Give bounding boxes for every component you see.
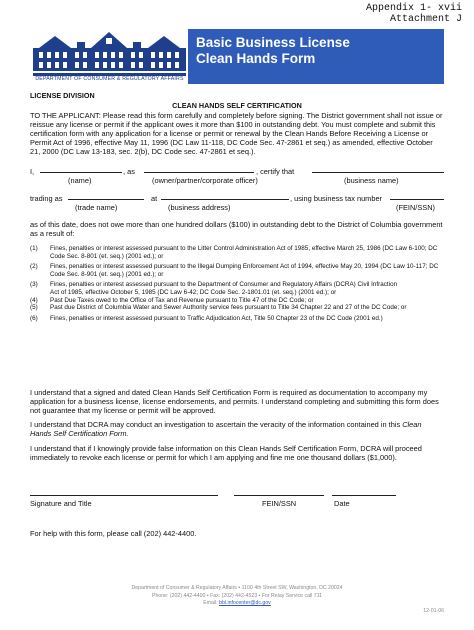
list-item — [30, 297, 444, 305]
form-code: 12-01-06 — [423, 608, 444, 614]
name-label: (name) — [68, 176, 92, 185]
list-item — [30, 281, 444, 289]
trade-name-field[interactable] — [68, 199, 144, 200]
banner-line-2: Clean Hands Form — [196, 51, 316, 66]
investigation-text: I understand that DCRA may conduct an investigation to ascertain the veracity of the information contained in this — [30, 420, 403, 429]
appendix-line-2: Attachment J — [389, 14, 462, 25]
list-item — [30, 263, 444, 278]
banner-title — [196, 35, 350, 67]
signature-label: Signature and Title — [30, 499, 92, 508]
list-item-number: (2) — [30, 263, 38, 271]
list-item-text: Act of 1985, effective October 5, 1985 (DC Law 6-42; DC Code Sec. 2-1801.01 (et. seq.) (2001 ed.); or — [50, 288, 337, 296]
list-item-number: (6) — [30, 314, 38, 322]
help-text: For help with this form, please call (202) 442-4400. — [30, 529, 197, 538]
trade-name-label: (trade name) — [75, 203, 118, 212]
business-name-label: (business name) — [344, 176, 399, 185]
acknowledgment-paragraph: I understand that a signed and dated Clean Hands Self Certification Form is required as documentation to accompany my application for a business license, license endorsements, and permits. I understand completing and submitting this form does not guarantee that my license or permit will be approved. — [30, 388, 439, 415]
false-information-paragraph: I understand that if I knowingly provide false information on this Clean Hands Self Certification Form, DCRA will proceed immediately to revoke each license or permit for which I am applying and fine me one thousand dollars ($1,000). — [30, 444, 422, 462]
list-item-text: Past due District of Columbia Water and Sewer Authority service fees pursuant to Title 34 Chapter 22 and 27 of the DC Code; or — [50, 304, 407, 312]
fein-field[interactable] — [390, 199, 444, 200]
list-item-number: (4) — [30, 296, 38, 304]
i-prefix: I, — [30, 167, 35, 176]
business-address-field[interactable] — [161, 199, 289, 200]
footer-email-label: Email: — [203, 600, 218, 606]
list-item — [30, 304, 444, 312]
list-item-text: Fines, penalties or interest assessed pursuant to Traffic Adjudication Act, Title 50 Chapter 23 of the DC Code (2001 ed.) — [50, 314, 383, 322]
division-label: LICENSE DIVISION — [30, 91, 95, 100]
role-label: (owner/partner/corporate officer) — [152, 176, 258, 185]
list-item-text: Past Due Taxes owed to the Office of Tax and Revenue pursuant to Title 47 of the DC Code; or — [50, 296, 314, 304]
certify-text: , certify that — [256, 167, 295, 176]
list-item — [30, 315, 444, 323]
intro-paragraph: TO THE APPLICANT: Please read this form carefully and completely before signing. The District government shall not issue or reissue any license or permit if the applicant owes it more than $100 in outstanding debt. You must complete and submit this certification form with any application for a license or permit or renewal by the Clean Hands Before Receiving a License or Permit Act of 1996, effective May 11, 1996 (DC Law 11-118, DC Code Sec. 47-2861 et seq.) as amended, effective October 21, 2000 (DC Law 13-183, sec. 2(b), DC Code sec. 47-2861 et seq.). — [30, 111, 443, 156]
at-word: at — [151, 194, 158, 203]
debt-list — [30, 245, 444, 322]
agency-logo-text: DEPARTMENT OF CONSUMER & REGULATORY AFFAIRS — [35, 76, 184, 82]
name-field[interactable] — [40, 172, 122, 173]
business-name-field[interactable] — [312, 172, 444, 173]
fein-label: (FEIN/SSN) — [396, 203, 436, 212]
appendix-label — [366, 3, 462, 25]
list-item-number: (1) — [30, 245, 38, 252]
date-field[interactable] — [332, 495, 396, 496]
trading-as-label: trading as — [30, 194, 63, 203]
list-item-number — [30, 289, 50, 297]
address-label: (business address) — [168, 203, 231, 212]
footer-email-row — [30, 600, 444, 608]
date-label: Date — [334, 499, 350, 508]
list-item — [30, 245, 444, 260]
signature-fein-field[interactable] — [234, 495, 324, 496]
building-icon — [33, 30, 186, 76]
as-word: , as — [123, 167, 135, 176]
list-item-text: Fines, penalties or interest assessed pursuant to the Illegal Dumping Enforcement Act of 1994, effective May 20, 1994 (DC Law 10-117; DC Code Sec. 8-901 (et. seq.) (2001 ed.); or — [50, 263, 439, 278]
appendix-line-1: Appendix 1- xvii — [365, 3, 462, 14]
footer-email-link[interactable]: bbl.infocenter@dc.gov — [219, 600, 271, 606]
investigation-form-name: Clean Hands Self Certification Form. — [30, 420, 422, 438]
list-item — [30, 289, 444, 297]
as-of-paragraph: as of this date, does not owe more than one hundred dollars ($100) in outstanding debt to the District of Columbia government as a result of: — [30, 220, 443, 238]
tax-number-text: , using business tax number — [290, 194, 383, 203]
footer — [30, 585, 444, 608]
list-item-number: (3) — [30, 281, 38, 289]
footer-address: Department of Consumer & Regulatory Affairs ▪ 1100 4th Street SW, Washington, DC 20024 — [131, 585, 343, 591]
list-item-text: Fines, penalties or interest assessed pursuant to the Department of Consumer and Regulatory Affairs (DCRA) Civil Infraction — [50, 281, 398, 289]
signature-fein-label: FEIN/SSN — [262, 499, 297, 508]
footer-phone: Phone: (202) 442-4400 ▪ Fax: (202) 442-4523 ▪ For Relay Service call 711 — [152, 592, 322, 599]
role-field[interactable] — [144, 172, 254, 173]
list-item-text: Fines, penalties or interest assessed pursuant to the Litter Control Administration Act of 1985, effective March 25, 1986 (DC Law 6-100; DC Code Sec. 8-801 (et. seq.) (2001 ed.); or — [50, 245, 438, 260]
form-title: CLEAN HANDS SELF CERTIFICATION — [172, 101, 302, 110]
banner-line-1: Basic Business License — [196, 35, 350, 50]
investigation-paragraph — [30, 420, 444, 438]
signature-field[interactable] — [30, 495, 218, 496]
list-item-number: (5) — [30, 304, 38, 312]
